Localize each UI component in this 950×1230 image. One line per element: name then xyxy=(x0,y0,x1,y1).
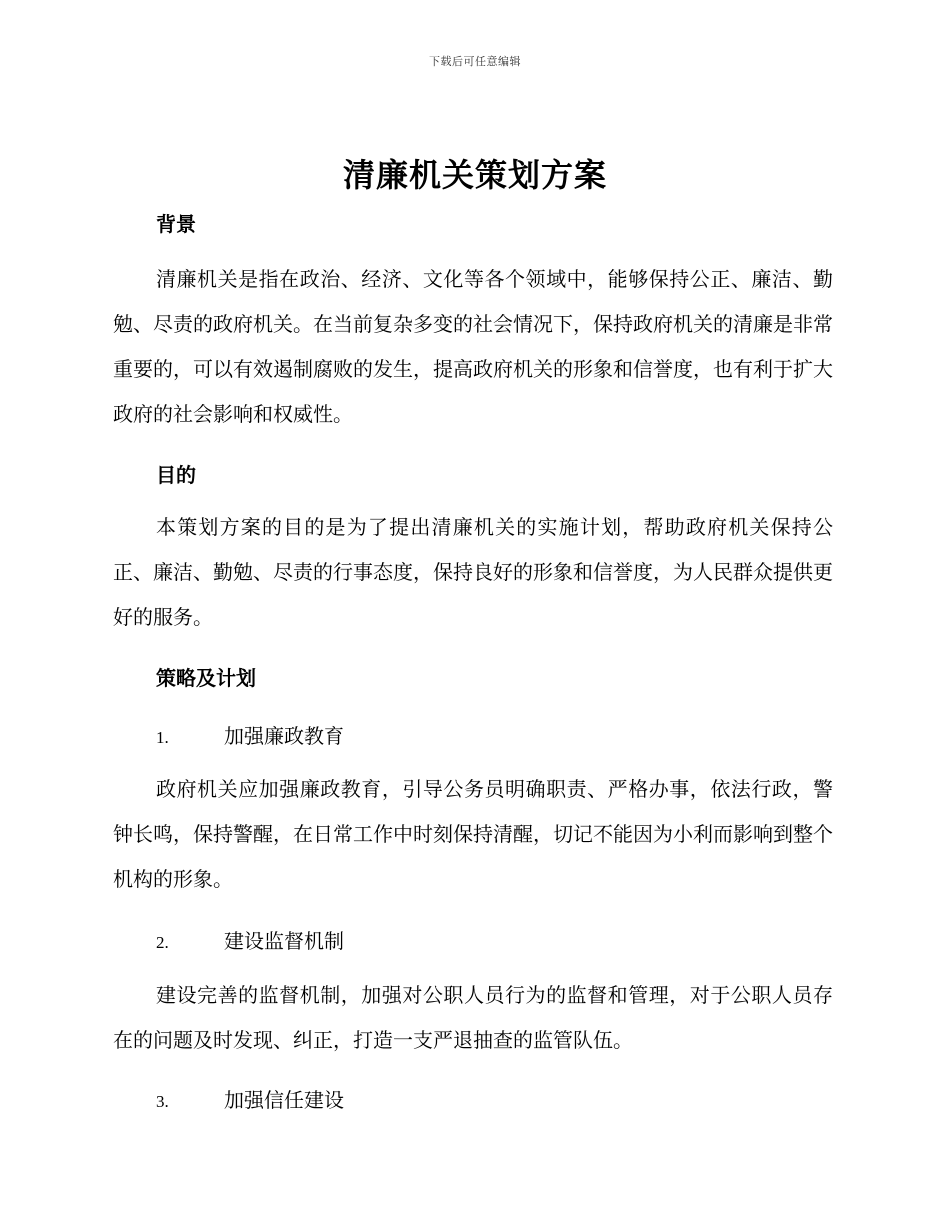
list-item-number: 1. xyxy=(156,728,169,747)
list-item-title: 加强廉政教育 xyxy=(224,724,344,748)
list-item-2-paragraph: 建设完善的监督机制，加强对公职人员行为的监督和管理，对于公职人员存在的问题及时发现、纠正，打造一支严退抽查的监管队伍。 xyxy=(113,983,833,1052)
section-heading-purpose: 目的 xyxy=(156,463,196,487)
header-note: 下载后可任意编辑 xyxy=(429,55,521,68)
section-heading-background: 背景 xyxy=(156,212,196,236)
document-title: 清廉机关策划方案 xyxy=(342,156,607,194)
list-item-number: 2. xyxy=(156,933,169,952)
list-item-number: 3. xyxy=(156,1092,169,1111)
list-item-2 xyxy=(156,925,344,954)
list-item-1-paragraph: 政府机关应加强廉政教育，引导公务员明确职责、严格办事，依法行政，警钟长鸣，保持警醒，在日常工作中时刻保持清醒，切记不能因为小利而影响到整个机构的形象。 xyxy=(113,777,833,891)
purpose-paragraph: 本策划方案的目的是为了提出清廉机关的实施计划，帮助政府机关保持公正、廉洁、勤勉、尽责的行事态度，保持良好的形象和信誉度，为人民群众提供更好的服务。 xyxy=(113,515,833,629)
list-item-1 xyxy=(156,720,344,749)
background-paragraph: 清廉机关是指在政治、经济、文化等各个领域中，能够保持公正、廉洁、勤勉、尽责的政府机关。在当前复杂多变的社会情况下，保持政府机关的清廉是非常重要的，可以有效遏制腐败的发生，提高政府机关的形象和信誉度，也有利于扩大政府的社会影响和权威性。 xyxy=(113,267,833,426)
list-item-title: 建设监督机制 xyxy=(224,929,344,953)
list-item-title: 加强信任建设 xyxy=(224,1088,344,1112)
list-item-3 xyxy=(156,1084,344,1113)
section-heading-strategy: 策略及计划 xyxy=(156,666,256,690)
